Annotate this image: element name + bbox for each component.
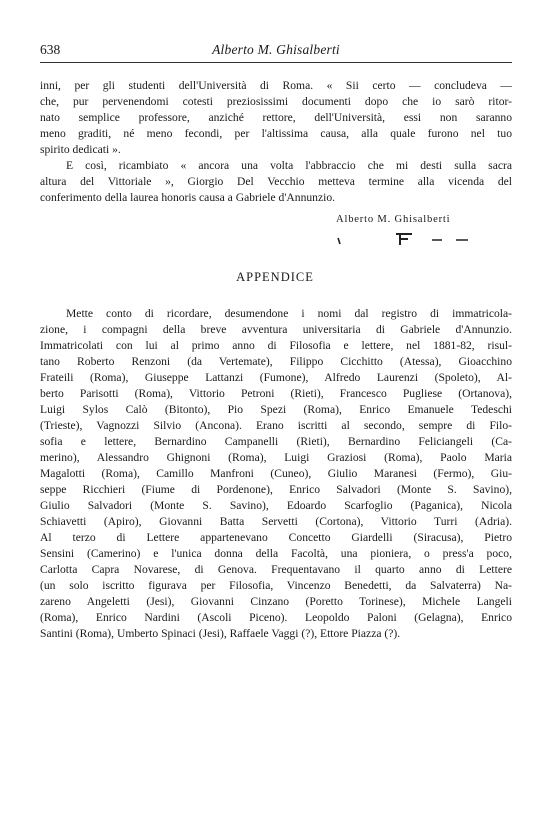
text-line: Giulio Salvadori (Monte S. Savino), Edoardo Scarfoglio (Paganica), Nicola (40, 499, 512, 512)
text-line: Luigi Sylos Calò (Bitonto), Pio Spezi (Roma), Enrico Emanuele Tedeschi (40, 403, 512, 416)
author-signature: Alberto M. Ghisalberti (336, 214, 451, 225)
text-line: sofia e lettere, Bernardino Campanelli (Rieti), Bernardino Feliciangeli (Ca- (40, 435, 512, 448)
text-line: Sensini (Camerino) e l'unica donna della Facoltà, una pioniera, o press'a poco, (40, 547, 512, 560)
text-line: inni, per gli studenti dell'Università di Roma. « Sii certo — concludeva — (40, 79, 512, 92)
appendix-heading: APPENDICE (236, 270, 314, 284)
text-line: E così, ricambiato « ancora una volta l'abbraccio che mi desti sulla sacra (66, 159, 512, 172)
text-line: Santini (Roma), Umberto Spinaci (Jesi), Raffaele Vaggi (?), Ettore Piazza (?). (40, 627, 401, 640)
text-line: tano Roberto Renzoni (da Vertemate), Filippo Cicchitto (Atessa), Gioacchino (40, 355, 512, 368)
text-line: Carlotta Capra Novarese, di Genova. Frequentavano il quarto anno di Lettere (40, 563, 512, 576)
text-line: altura del Vittoriale », Giorgio Del Vecchio metteva termine alla vicenda del (40, 175, 512, 188)
text-line: Frateili (Roma), Giuseppe Lattanzi (Fumone), Alfredo Laurenzi (Spoleto), Al- (40, 371, 512, 384)
text-line: Immatricolati con lui al primo anno di Filosofia e lettere, nel 1881-82, risul- (40, 339, 512, 352)
text-line: che, pur pervenendomi cotesti preziosissimi documenti dopo che io sarò ritor- (40, 95, 512, 108)
running-title: Alberto M. Ghisalberti (212, 42, 340, 57)
signature-flourish (330, 228, 490, 246)
text-line: merino), Alessandro Ghignoni (Roma), Luigi Graziosi (Roma), Paolo Maria (40, 451, 512, 464)
text-line: (Trieste), Vagnozzi Silvio (Ancona). Erano iscritti al secondo, sempre di Filo- (40, 419, 512, 432)
text-line: spirito dedicati ». (40, 143, 121, 156)
text-line: berto Parisotti (Roma), Vittorio Petroni (Rieti), Francesco Pugliese (Ortanova), (40, 387, 512, 400)
text-line: seppe Ricchieri (Fiume di Pordenone), Enrico Salvadori (Monte S. Savino), (40, 483, 512, 496)
page-header (40, 42, 512, 63)
page-number: 638 (40, 42, 61, 57)
intro-paragraphs (40, 78, 512, 206)
text-line: meno graditi, né meno fecondi, per l'altissima causa, alla quale furono nel tuo (40, 127, 512, 140)
text-line: conferimento della laurea honoris causa a Gabriele d'Annunzio. (40, 191, 336, 204)
text-line: Schiavetti (Apiro), Giovanni Batta Servetti (Cortona), Vittorio Turri (Adria). (40, 515, 512, 528)
text-line: Al terzo di Lettere appartenevano Concetto Giardelli (Siracusa), Pietro (40, 531, 512, 544)
appendix-paragraph (40, 306, 512, 642)
text-line: zareno Angeletti (Jesi), Giovanni Cinzano (Poretto Torinese), Michele Langeli (40, 595, 512, 608)
text-line: (un solo iscritto figurava per Filosofia, Vincenzo Benedetti, da Salvaterra) Na- (40, 579, 512, 592)
text-line: Mette conto di ricordare, desumendone i nomi dal registro di immatricola- (66, 307, 512, 320)
text-line: Magalotti (Roma), Camillo Manfroni (Cuneo), Giulio Maranesi (Fermo), Giu- (40, 467, 512, 480)
text-line: (Roma), Enrico Nardini (Ascoli Piceno). Leopoldo Paloni (Gelagna), Enrico (40, 611, 512, 624)
text-line: nato semplice professore, anziché rettore, dell'Università, essi non saranno (40, 111, 512, 124)
text-line: zione, i compagni della breve avventura universitaria di Gabriele d'Annunzio. (40, 323, 512, 336)
